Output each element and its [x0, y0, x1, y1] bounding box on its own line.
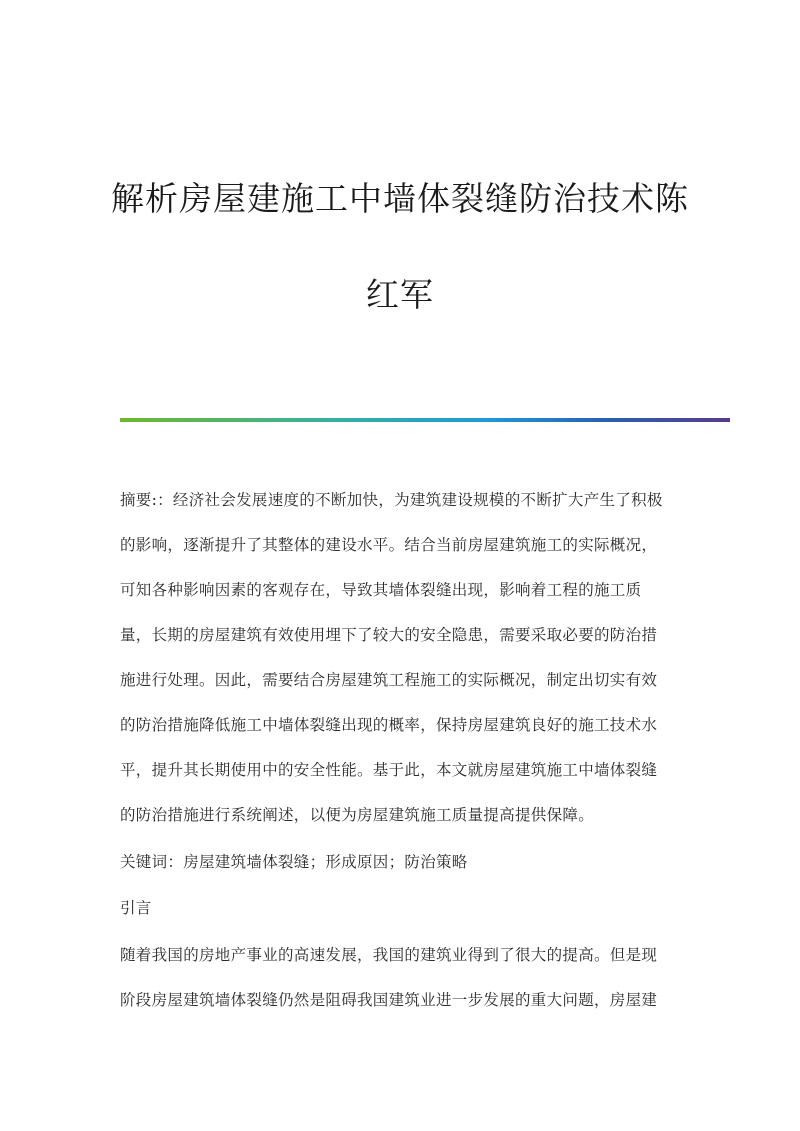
abstract-line: 量，长期的房屋建筑有效使用埋下了较大的安全隐患，需要采取必要的防治措 — [120, 626, 658, 644]
abstract-line: 可知各种影响因素的客观存在，导致其墙体裂缝出现，影响着工程的施工质 — [120, 581, 642, 599]
intro-line: 随着我国的房地产事业的高速发展，我国的建筑业得到了很大的提高。但是现 — [120, 946, 658, 964]
abstract-line: 的防治措施降低施工中墙体裂缝出现的概率，保持房屋建筑良好的施工技术水 — [120, 716, 658, 734]
abstract-line: 的防治措施进行系统阐述，以便为房屋建筑施工质量提高提供保障。 — [120, 806, 595, 824]
intro-line: 阶段房屋建筑墙体裂缝仍然是阻碍我国建筑业进一步发展的重大问题，房屋建 — [120, 991, 658, 1009]
abstract-line: 施进行处理。因此，需要结合房屋建筑工程施工的实际概况，制定出切实有效 — [120, 671, 658, 689]
title-divider — [120, 418, 730, 422]
abstract-line: 摘要:：经济社会发展速度的不断加快，为建筑建设规模的不断扩大产生了积极 — [120, 491, 663, 509]
intro-heading: 引言 — [120, 899, 152, 917]
abstract-line: 平，提升其长期使用中的安全性能。基于此，本文就房屋建筑施工中墙体裂缝 — [120, 761, 658, 779]
abstract-line: 的影响，逐渐提升了其整体的建设水平。结合当前房屋建筑施工的实际概况， — [120, 536, 658, 554]
title-line-2: 红军 — [366, 275, 434, 314]
title-line-1: 解析房屋建施工中墙体裂缝防治技术陈 — [111, 179, 689, 218]
keywords-line: 关键词：房屋建筑墙体裂缝；形成原因；防治策略 — [120, 853, 468, 871]
